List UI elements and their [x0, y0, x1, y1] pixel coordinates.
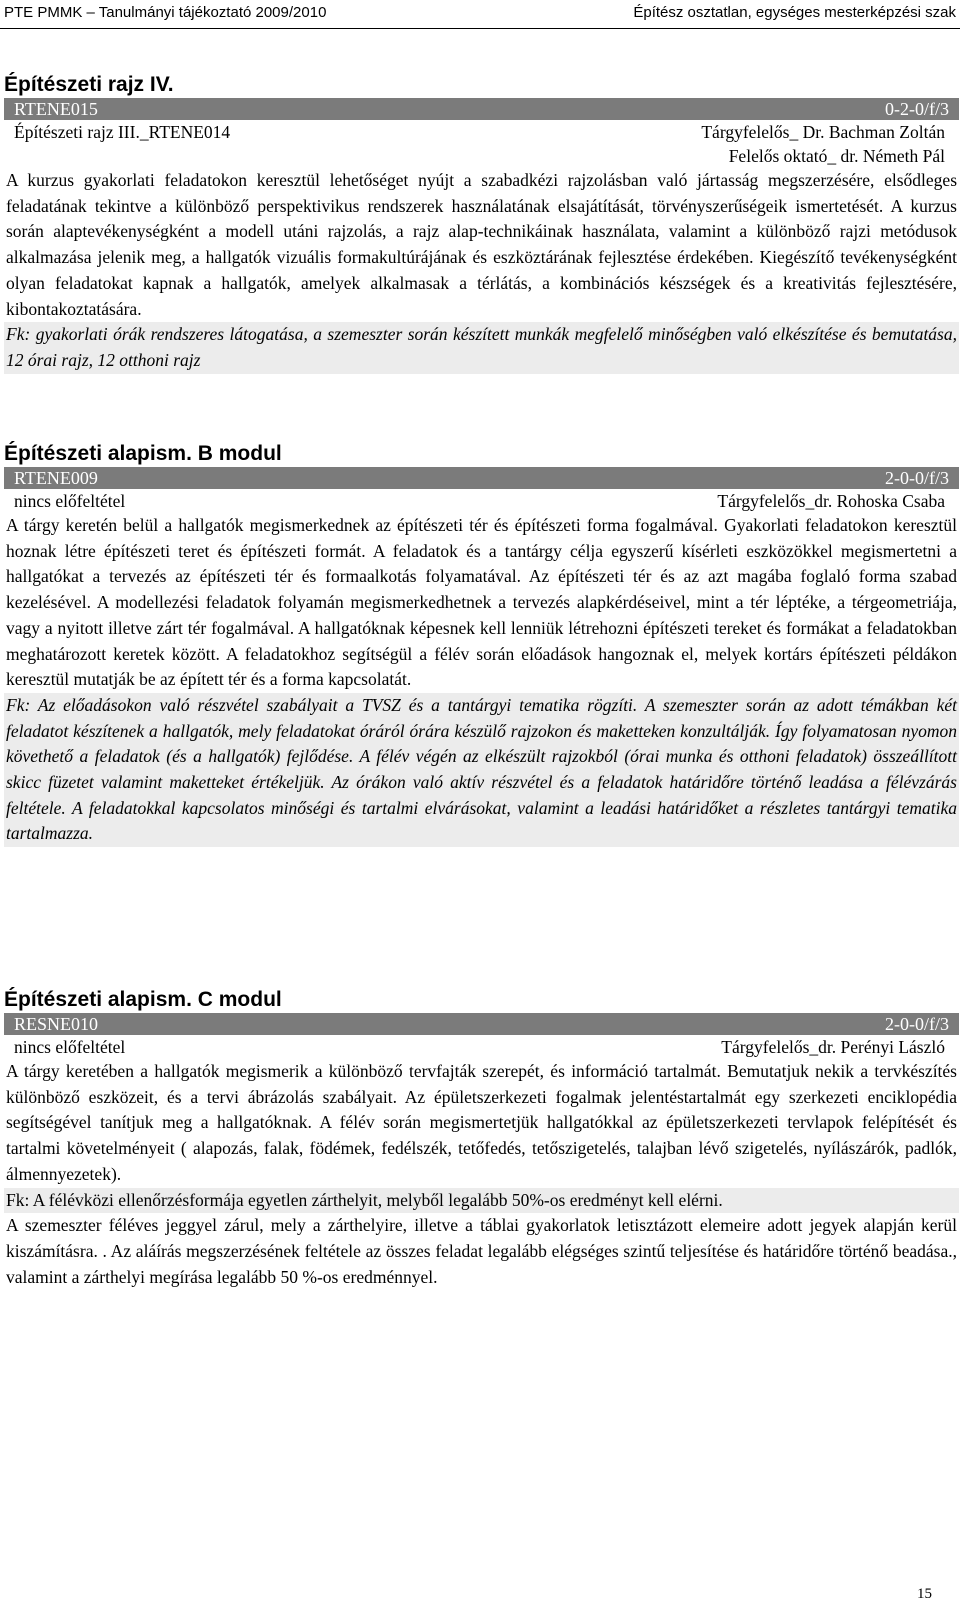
course-requirements: Fk: A félévközi ellenőrzésformája egyetlen zárthelyit, melyből legalább 50%-os eredményt kell elérni. [4, 1188, 959, 1214]
page-number: 15 [917, 1586, 932, 1602]
course-credits: 2-0-0/f/3 [885, 468, 949, 488]
header-left: PTE PMMK – Tanulmányi tájékoztató 2009/2010 [4, 4, 327, 21]
course-responsible: Tárgyfelelős_dr. Rohoska Csaba [717, 491, 945, 511]
course-block [4, 72, 959, 374]
course-block [4, 441, 959, 847]
course-description: A tárgy keretében a hallgatók megismerik a különböző tervfajták szerepét, és információ tartalmát. Bemutatjuk nekik a tervkészítés különböző eszközeit, és a tervi ábrázolás szabályait. Az épületszerkezeti fogalmak jelentéstartalmát egy szerkezeti enciklopédia segítségével tanítjuk meg a hallgatóknak. A félév során megismertetjük hallgatókkal az épületszerkezeti tervlapok felépítését és tartalmi követelményeit ( alapozás, falak, födémek, fedélszék, tetőfedés, tetőszigetelés, talajban lévő szigetelés, nyílászárók, padlók, álmennyezetek). [6, 1061, 957, 1184]
course-info-row [4, 1035, 959, 1059]
course-responsible: Tárgyfelelős_ Dr. Bachman Zoltán [701, 122, 945, 142]
course-instructor: Felelős oktató_ dr. Németh Pál [728, 146, 945, 166]
course-title: Építészeti alapism. B modul [4, 442, 282, 465]
course-prerequisite: Építészeti rajz III._RTENE014 [14, 122, 231, 142]
course-code-bar [4, 1013, 959, 1035]
course-code: RESNE010 [14, 1014, 99, 1034]
course-title: Építészeti alapism. C modul [4, 988, 282, 1011]
course-requirements: Fk: Az előadásokon való részvétel szabályait a TVSZ és a tantárgyi tematika rögzíti. A szemeszter során az adott témákban két feladatot készítenek a hallgatók, mely feladatokat óráról órára készülő rajzokon és maketteken konzultálják. Így folyamatosan nyomon követhető a feladatok (és a hallgatók) fejlődése. A félév végén az elkészült rajzokból (órai munka és otthoni feladatok) összeállított skicc füzetet valamint maketteket értékeljük. Az órákon való aktív részvétel és a feladatok határidőre történő leadása a félévzárás feltétele. A feladatokkal kapcsolatos minőségi és tartalmi elvárásokat, valamint a leadási határidőket a részletes tantárgyi tematika tartalmazza. [4, 693, 959, 847]
course-credits: 2-0-0/f/3 [885, 1014, 949, 1034]
header-right: Építész osztatlan, egységes mesterképzési szak [633, 4, 956, 21]
course-block [4, 987, 959, 1290]
course-requirements: Fk: gyakorlati órák rendszeres látogatása, a szemeszter során készített munkák megfelelő minőségben való elkészítése és bemutatása, 12 órai rajz, 12 otthoni rajz [4, 322, 959, 373]
course-info-row [4, 489, 959, 513]
course-requirements-continued: A szemeszter féléves jeggyel zárul, mely a zárthelyire, illetve a táblai gyakorlatok letisztázott elemeire adott jegyek alapján kerül kiszámításra. . Az aláírás megszerzésének feltétele az összes feladat legalább elégséges szintű teljesítése és határidőre történő beadása., valamint a zárthelyi megírása legalább 50 %-os eredménnyel. [6, 1215, 957, 1287]
course-code-bar [4, 98, 959, 120]
course-code: RTENE009 [14, 468, 98, 488]
course-credits: 0-2-0/f/3 [885, 99, 949, 119]
page-header [0, 0, 960, 29]
course-prerequisite: nincs előfeltétel [14, 491, 126, 511]
course-title: Építészeti rajz IV. [4, 73, 174, 96]
course-code: RTENE015 [14, 99, 98, 119]
course-description: A kurzus gyakorlati feladatokon keresztül lehetőséget nyújt a szabadkézi rajzolásban való jártasság megszerzésére, elsődleges feladatának tekintve a különböző perspektivikus rendszerek használatának elsajátítását, törvényszerűségeik ismertetését. A kurzus során alaptevékenységként a modell utáni rajzolás, a rajz alap-technikáinak használata, valamint a különböző rajzi metódusok alkalmazása jelenik meg, a hallgatók vizuális formakultúrájának és eszköztárának fejlesztése érdekében. Kiegészítő tevékenységként olyan feladatokat kapnak a hallgatók, amelyek alkalmasak a térlátás, a kombinációs készségek és a kreativitás fejlesztésére, kibontakoztatására. [6, 170, 957, 319]
course-info-row [4, 120, 959, 144]
course-responsible: Tárgyfelelős_dr. Perényi László [721, 1037, 945, 1057]
course-description: A tárgy keretén belül a hallgatók megismerkednek az építészeti tér és építészeti forma fogalmával. Gyakorlati feladatokon keresztül hoznak létre építészeti teret és építészeti formát. A feladatok és a tantárgy célja egyszerű kísérleti eszközökkel megismertetni a hallgatókat a tervezés az építészeti tér és formaalkotás folyamatával. Az építészeti tér és az azt magába foglaló forma szabad kezelésével. A modellezési feladatok folyamán megismerkedhetnek a tervezés alapkérdéseivel, mint a tér léptéke, a térgeometriája, vagy a nyitott illetve zárt tér fogalmával. A hallgatóknak képesnek kell lenniük létrehozni építészeti tereket és formákat a feladatokban meghatározott keretek között. A feladatokhoz segítségül a félév során előadások hangoznak el, melyek kortárs építészeti példákon keresztül mutatják be az épített tér és a forma kapcsolatát. [6, 515, 957, 690]
course-code-bar [4, 467, 959, 489]
course-prerequisite: nincs előfeltétel [14, 1037, 126, 1057]
